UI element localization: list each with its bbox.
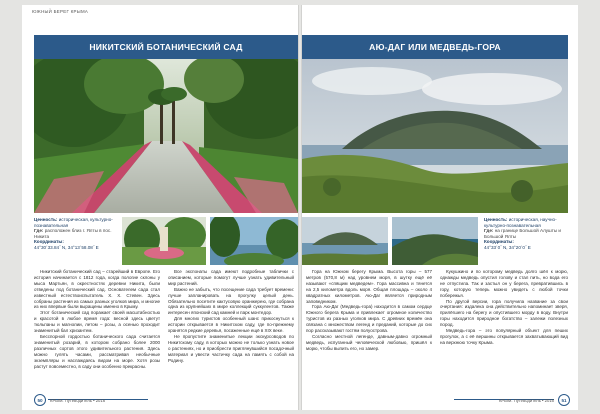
right-page-title: АЮ-ДАГ ИЛИ МЕДВЕДЬ-ГОРА bbox=[302, 35, 568, 59]
left-footer bbox=[34, 394, 105, 406]
right-text-column-2 bbox=[440, 269, 568, 346]
ayu-dag-mountain-photo bbox=[302, 59, 568, 213]
left-info-block bbox=[34, 217, 116, 251]
page-number: 50 bbox=[34, 394, 46, 406]
coords-label: Координаты: bbox=[484, 239, 514, 245]
value-label: Ценность: bbox=[484, 217, 508, 222]
paragraph: Согласно местной легенде, давным-давно огромный медведь, испуганный человеческой любовью, пришёл к морю, чтобы выпить его, но замер. bbox=[306, 333, 432, 351]
garden-alley-photo bbox=[34, 59, 298, 213]
left-text-column-1 bbox=[34, 269, 160, 369]
paragraph: Медведь-гора – это популярный объект для пеших прогулок, а с её вершины открывается захватывающий вид на верхнюю точку Крыма. bbox=[440, 328, 568, 345]
left-text-column-2 bbox=[168, 269, 294, 364]
value-label: Ценность: bbox=[34, 217, 58, 222]
value-text: историческая, культурно-познавательная bbox=[34, 217, 113, 228]
paragraph: Не пропустите знаменитые лекции экскурсоводов по Никитскому саду, в которых можно не только узнать новое о растениях, но и приобрести приглянувшийся посадочный материал и увести частичку сада на память с собой на Родину. bbox=[168, 333, 294, 363]
paragraph: Бесспорной гордостью ботанического сада считается знаменитый розарий, в котором собрано более 2000 различных сортов этого удивительного растения. Здесь можно гулять часами, рассматривая необычные экземпляры и наслаждаясь видом на море. Хотя розы растут повсеместно, в саду они особенно прекрасны. bbox=[34, 333, 160, 369]
paragraph: По другой версии, гора получила название за свои очертания: издалека она действительно напоминает зверя, прилёгшего на берегу и опустившего морду в воду. Внутри горы находится природное богатство – залежи полезных пород. bbox=[440, 298, 568, 328]
left-page bbox=[22, 5, 298, 410]
running-head: ЮЖНЫЙ БЕРЕГ КРЫМА bbox=[32, 9, 89, 14]
left-page-title: НИКИТСКИЙ БОТАНИЧЕСКИЙ САД bbox=[34, 35, 298, 59]
location-text: на границе Большой Алушты и Большой Ялты bbox=[484, 228, 561, 239]
paragraph: Этот ботанический сад поражает своей масштабностью и красотой в любое время года: весной здесь цветут тюльпаны и магнолии, летом – розы, а осенью проходит знаменитый бал хризантем. bbox=[34, 310, 160, 334]
location-label: Где: bbox=[34, 228, 44, 234]
right-page bbox=[302, 5, 578, 410]
footer-text: КРЫМ. Путеводитель • 2016 bbox=[50, 397, 106, 403]
location-label: Где: bbox=[484, 228, 494, 234]
paragraph: Гора на Южном берегу Крыма. Высота горы – 577 метров (570,8 м) над уровнем моря, в шутку ещё её называют «спящим медведем». Гора массивна и тянется на 2,5 километра вдоль моря. Общая площадь – около 4 квадратных километров. Аю-Даг является природным заповедником. bbox=[306, 269, 432, 304]
paragraph: Гора Аю-Даг (Медведь-гора) находится в самом сердце Южного берега Крыма и привлекает огромное количество туристов из разных уголков мира. С древних времён она связана с множеством легенд и преданий, которые до сих пор рассказывают гостям полуострова. bbox=[306, 304, 432, 334]
ayu-dag-small-photo-2 bbox=[392, 217, 478, 265]
paragraph: Кукушкино и по которому медведь долго шёл к морю, однажды медведь опустил голову и стал пить, но вода его не отпустила. Так и застыл он у берега, превратившись в гору, которую теперь можно увидеть с любой точки побережья. bbox=[440, 269, 568, 298]
value-text: историческая, научно-культурно-познавательная bbox=[484, 217, 557, 228]
coords-text: 44°33´0˝ N, 34°20´0˝ E bbox=[484, 244, 531, 250]
coords-label: Координаты: bbox=[34, 239, 64, 245]
right-footer bbox=[499, 394, 570, 406]
footer-text: КРЫМ. Путеводитель • 2016 bbox=[498, 397, 554, 403]
right-info-block bbox=[484, 217, 568, 251]
page-number: 51 bbox=[558, 394, 570, 406]
paragraph: Для многих туристов особенный шанс прикоснуться к истории открывается в Никитском саду, где по-прежнему хранятся редкие деревья, посаженные ещё в XIX веке. bbox=[168, 316, 294, 334]
right-text-column-1 bbox=[306, 269, 432, 352]
location-text: расположен близ г. Ялты в пос. Никита bbox=[34, 228, 112, 239]
garden-small-photo-2 bbox=[210, 217, 298, 265]
coords-text: 44°30´33.84˝ N, 34°13´58.08˝ E bbox=[34, 244, 99, 250]
paragraph: Никитский ботанический сад – старейший в Европе. Его история начинается с 1812 года, когда пологие склоны у мыса Мартьян, в окрестностях деревни Никита, были отведены под ботанический сад. Основателем сада стал известный естествоиспытатель Х. Х. Стевен. Здесь собраны растения из самых разных уголков мира, и многие из них впервые были выращены именно в Крыму. bbox=[34, 269, 160, 310]
paragraph: Все экспонаты сада имеют подробные таблички с описанием, которые помогут лучше узнать удивительный мир растений. bbox=[168, 269, 294, 286]
paragraph: Важно не забыть, что посещение сада требует времени: лучше запланировать на прогулку целый день. Обязательно посетите кактусовую оранжерею, где собрана одна из крупнейших в мире коллекций суккулентов. Также интересен японский сад камней и парк монтедор. bbox=[168, 286, 294, 316]
garden-small-photo-1 bbox=[122, 217, 206, 265]
ayu-dag-small-photo-1 bbox=[302, 217, 388, 265]
